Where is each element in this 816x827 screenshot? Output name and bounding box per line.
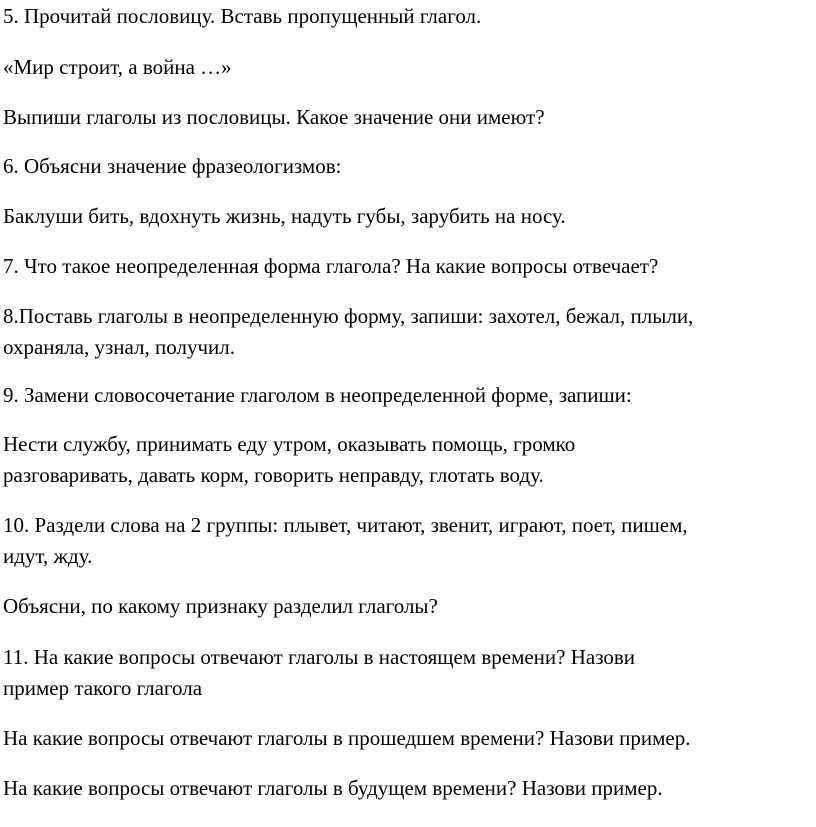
text-line: «Мир строит, а война …» [3,55,232,79]
text-line: На какие вопросы отвечают глаголы в будущем времени? Назови пример. [3,776,663,800]
text-line: 6. Объясни значение фразеологизмов: [3,154,342,178]
text-line: 10. Раздели слова на 2 группы: плывет, читают, звенит, играют, поет, пишем, [3,513,688,537]
past-tense-paragraph [3,723,813,754]
text-line: разговаривать, давать корм, говорить неправду, глотать воду. [3,463,544,487]
text-line: Выпиши глаголы из пословицы. Какое значение они имеют? [3,105,545,129]
text-line: Объясни, по какому признаку разделил глаголы? [3,594,438,618]
text-line: На какие вопросы отвечают глаголы в прошедшем времени? Назови пример. [3,726,691,750]
text-line: 9. Замени словосочетание глаголом в неопределенной форме, запиши: [3,383,632,407]
task-9-paragraph [3,380,813,411]
text-line: пример такого глагола [3,676,203,700]
idioms-paragraph [3,201,813,232]
text-line: 11. На какие вопросы отвечают глаголы в настоящем времени? Назови [3,645,636,669]
text-line: охраняла, узнал, получил. [3,335,235,359]
text-line: 8.Поставь глаголы в неопределенную форму, запиши: захотел, бежал, плыли, [3,304,694,328]
task-11-paragraph [3,642,813,704]
write-out-verbs-paragraph [3,102,813,133]
task-5-paragraph [3,1,813,32]
future-tense-paragraph [3,773,813,804]
text-line: Баклуши бить, вдохнуть жизнь, надуть губы, зарубить на носу. [3,204,566,228]
proverb-paragraph [3,52,813,83]
task-7-paragraph [3,251,813,282]
text-line: идут, жду. [3,544,93,568]
task-10-paragraph [3,510,813,572]
text-line: 5. Прочитай пословицу. Вставь пропущенный глагол. [3,4,482,28]
text-line: Нести службу, принимать еду утром, оказывать помощь, громко [3,432,576,456]
phrases-paragraph [3,429,813,491]
explain-grouping-paragraph [3,591,813,622]
task-6-paragraph [3,151,813,182]
task-8-paragraph [3,301,813,363]
text-line: 7. Что такое неопределенная форма глагола? На какие вопросы отвечает? [3,254,659,278]
